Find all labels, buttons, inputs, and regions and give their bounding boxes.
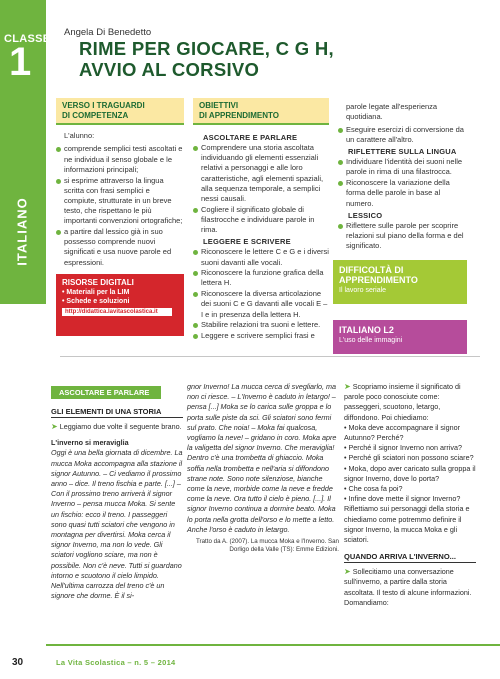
col3-list-c: [338, 221, 468, 252]
list-item: Comprendere una storia ascoltata individuando gli elementi essenziali relativi a personaggi e alle loro caratteristiche, agli elementi spaziali, alla sequenza temporale, a semplici nessi causali.: [193, 143, 329, 204]
story-elements-heading: GLI ELEMENTI DI UNA STORIA: [51, 406, 183, 418]
page-title: RIME PER GIOCARE, C G H, AVVIO AL CORSIVO: [79, 38, 334, 80]
resources-link[interactable]: http://didattica.lavitascolastica.it: [62, 308, 172, 316]
list-item: a partire dal lessico già in suo possesso comprende nuovi significati e usa nuove parole ed espressioni.: [56, 227, 184, 268]
lower-column-1: [51, 382, 183, 601]
section-title: LESSICO: [348, 210, 383, 220]
class-label: CLASSE: [4, 33, 51, 45]
story-source: Tratto da A. (2007). La mucca Moka e l'Inverno. San Dorligo della Valle (TS): Emme Edizioni.: [196, 538, 339, 554]
class-number: 1: [9, 40, 32, 84]
section-title: LEGGERE E SCRIVERE: [203, 237, 291, 247]
magazine-name: La Vita Scolastica – n. 5 – 2014: [56, 658, 176, 667]
question-item: • Perché gli sciatori non possono sciare?: [344, 453, 474, 463]
digital-resources-title: RISORSE DIGITALI: [62, 278, 134, 287]
question-item: • Moka, dopo aver caricato sulla groppa il signor Inverno, dove lo porta?: [344, 463, 476, 483]
list-item: Individuare l'identità dei suoni nelle parole in rima di una filastrocca.: [338, 157, 468, 177]
promo-title: DIFFICOLTÀ DI: [339, 265, 404, 275]
section-divider: [60, 356, 480, 357]
col3-list-b: [338, 157, 468, 209]
question-item: • Che cosa fa poi?: [344, 484, 403, 494]
obiettivi-list-2: [193, 247, 329, 341]
learning-difficulties-box[interactable]: [333, 260, 467, 304]
traguardi-list: [56, 144, 184, 267]
arrow-icon: ➤: [344, 382, 351, 391]
col3-list-a: [338, 125, 468, 145]
winter-text: ➤ Sollecitiamo una conversazione sull'inverno, a partire dalla storia ascoltata. Il testo di alcune informazioni. Domandiamo:: [344, 567, 472, 607]
list-item: Riconoscere la variazione della forma delle parole in base al numero.: [338, 178, 468, 209]
question-item: • Moka deve accompagnare il signor Autunno? Perché?: [344, 422, 460, 443]
ascoltare-heading: ASCOLTARE E PARLARE: [51, 386, 161, 399]
digital-resources-box: [56, 274, 184, 336]
lower-column-3: [338, 382, 476, 608]
list-item: Leggere e scrivere semplici frasi e: [193, 331, 329, 341]
section-title: ASCOLTARE E PARLARE: [203, 133, 298, 142]
list-item: Eseguire esercizi di conversione da un carattere all'altro.: [338, 125, 468, 145]
list-item: Cogliere il significato globale di filastrocche e individuare parole in rima.: [193, 205, 329, 236]
page-number: 30: [12, 657, 24, 668]
subject-label: ITALIANO: [14, 196, 30, 266]
left-sidebar: [0, 0, 51, 679]
lower-column-2: [183, 382, 339, 554]
vocabulary-intro: ➤ Scopriamo insieme il significato di parole poco conosciute come: passeggeri, scuotono, letargo, diffondono. Poi chiediamo:: [344, 382, 461, 422]
traguardi-column: [56, 98, 184, 290]
reflection-text: Riflettiamo sui personaggi della storia e chiediamo come potremmo definire il signor Inverno, la mucca Moka e gli sciatori.: [344, 504, 470, 545]
traguardi-heading: VERSO I TRAGUARDI DI COMPETENZA: [56, 98, 184, 123]
story-text-1: Oggi è una bella giornata di dicembre. La mucca Moka accompagna alla stazione il signor Autunno. – Ci vediamo il prossimo anno – dice. Il treno fischia e parte. [...] – Con il prossimo treno arriverà il signor Inverno – pensa mucca Moka. Si sente un fischio: ecco il treno. I passeggeri sono quasi tutti sciatori che vengono in montagna per divertirsi. Moka cerca il signor Inverno, ma non lo vede. Gli sciatori vogliono sciare, ma non è possibile. Non c'è neve. Tutti si guardano intorno e scuotono il cielo limpido. Nell'ultima carrozza del treno c'è un signore che dorme. È il si-: [51, 448, 183, 601]
promo-subtitle: Il lavoro seriale: [339, 287, 387, 294]
italian-l2-box[interactable]: [333, 320, 467, 354]
promo-title: ITALIANO L2: [339, 325, 394, 335]
arrow-icon: ➤: [51, 422, 58, 431]
list-item: si esprime attraverso la lingua scritta con frasi semplici e compiute, strutturate in un breve testo, che rispettano le più importanti convenzioni ortografiche;: [56, 176, 184, 227]
author-name: Angela Di Benedetto: [64, 27, 152, 38]
question-item: • Infine dove mette il signor Inverno?: [344, 494, 461, 504]
promo-title: APPRENDIMENTO: [339, 275, 418, 285]
continuation-text: parole legate all'esperienza quotidiana.: [346, 102, 438, 122]
story-intro: ➤ Leggiamo due volte il seguente brano.: [51, 422, 182, 431]
list-item: comprende semplici testi ascoltati e ne individua il senso globale e le informazioni principali;: [56, 144, 184, 175]
obiettivi-list-1: [193, 143, 329, 235]
list-item: Riconoscere la diversa articolazione dei suoni C e G davanti alle vocali E – I e in presenza della lettera H.: [193, 289, 329, 320]
list-item: • Materiali per la LIM: [62, 289, 130, 296]
list-item: Stabilire relazioni tra suoni e lettere.: [193, 320, 329, 330]
arrow-icon: ➤: [344, 567, 351, 577]
list-item: Riconoscere la funzione grafica della lettera H.: [193, 268, 329, 288]
winter-heading: QUANDO ARRIVA L'INVERNO...: [344, 551, 476, 563]
story-title: L'inverno si meraviglia: [51, 438, 129, 448]
footer-rule: [46, 644, 500, 646]
traguardi-intro: L'alunno:: [64, 131, 95, 140]
obiettivi-column: [193, 98, 329, 340]
list-item: Riflettere sulle parole per scoprire relazioni sul piano della forma e del significato.: [338, 221, 468, 252]
list-item: • Schede e soluzioni: [62, 298, 130, 305]
section-title: RIFLETTERE SULLA LINGUA: [348, 147, 457, 157]
question-item: • Perché il signor Inverno non arriva?: [344, 443, 462, 453]
obiettivi-heading: OBIETTIVI DI APPRENDIMENTO: [193, 98, 329, 123]
story-text-2: gnor Inverno! La mucca cerca di svegliarlo, ma non ci riesce. – L'Inverno è caduto in letargo! – pensa [...] Moka se lo carica sulle groppa e lo porta sulle piste da sci. Gli sciatori sono fermi sul prato. Che noia! – Moka fai qualcosa, vogliamo la neve! – gridano in coro. Moka apre la valigetta del signor Inverno. Che meraviglia! Dentro c'è una trombetta di ghiaccio. Moka soffia nella trombetta e nell'aria si diffondono strane note. Sono note silenziose, bianche come la neve, morbide come la neve e fredde come la neve. Ora tutto il cielo è pieno. [...]. Il signor Inverno continua a dormire beato. Moka lo porta nella grotta dell'orso e lo mette a letto. Anche l'orso è caduto in letargo.: [187, 382, 337, 534]
promo-subtitle: L'uso delle immagini: [339, 337, 403, 344]
list-item: Riconoscere le lettere C e G e i diversi suoni davanti alle vocali.: [193, 247, 329, 267]
